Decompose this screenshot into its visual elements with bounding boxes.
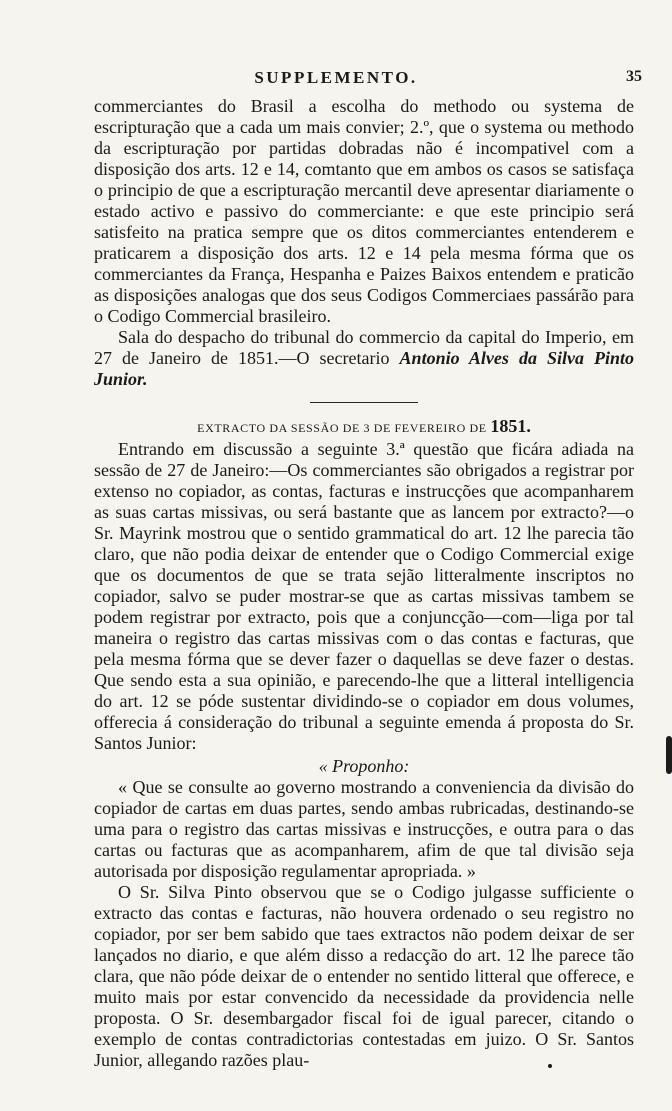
ink-speck [548, 1064, 552, 1068]
paragraph-proposal: « Que se consulte ao governo mostrando a conveniencia da divisão do copiador de cartas em duas partes, sendo ambas rubricadas, destinando-se uma para o registro das cartas missivas e instrucções, e outra para o das cartas ou facturas que as acompanharem, afim de que tal divisão seja autorisada por disposição regulamentar apropriada. » [94, 777, 634, 881]
running-title: SUPPLEMENTO. [254, 68, 418, 87]
section-title-text: EXTRACTO DA SESSÃO DE 3 DE FEVEREIRO DE [197, 421, 487, 435]
page-number: 35 [626, 68, 642, 85]
proponho-heading: « Proponho: [318, 756, 410, 776]
section-title-year: 1851. [490, 416, 531, 436]
paragraph-silva-pinto: O Sr. Silva Pinto observou que se o Codigo julgasse sufficiente o extracto das contas e facturas, não houvera ordenado o seu registro no copiador, por ser bem sabido que taes extractos não podem deixar de ser lançados no diario, e que além disso a redacção do art. 12 lhe parece tão clara, que não póde deixar de o entender no sentido litteral que offerece, e muito mais por estar convencido da necessidade da providencia nelle proposta. O Sr. desembargador fiscal foi de igual parecer, citando o exemplo de contas contradictorias contestadas em juizo. O Sr. Santos Junior, allegando razões plau- [94, 882, 634, 1070]
paragraph-dateline [94, 327, 634, 390]
section-title [94, 416, 634, 437]
paragraph-continuation: commerciantes do Brasil a escolha do methodo ou systema de escripturação que a cada um mais convier; 2.º, que o systema ou methodo da escripturação por partidas dobradas não é incompativel com a disposição dos arts. 12 e 14, comtanto que em ambos os casos se satisfaça o principio de que a escripturação mercantil deve apresentar diariamente o estado activo e passivo do commerciante: e que este principio será satisfeito na pratica sempre que os ditos commerciantes entenderem e praticarem a disposição dos arts. 12 e 14 pela mesma fórma que os commerciantes da França, Hespanha e Paizes Baixos entendem e praticão as disposições analogas que dos seus Codigos Commerciaes passárão para o Codigo Commercial brasileiro. [94, 96, 634, 326]
paragraph-discussion: Entrando em discussão a seguinte 3.ª questão que ficára adiada na sessão de 27 de Janeiro:—Os commerciantes são obrigados a registrar por extenso no copiador, as contas, facturas e instrucções que acompanharem as suas cartas missivas, ou será bastante que as lancem por extracto?—o Sr. Mayrink mostrou que o sentido grammatical do art. 12 lhe parecia tão claro, que não podia deixar de entender que o Codigo Commercial exige que os documentos de que se trata sejão litteralmente inscriptos no copiador, salvo se puder mostrar-se que as cartas missivas tambem se podem registrar por extracto, pois que a conjuncção—com—liga por tal maneira o registro das cartas missivas com o das contas e facturas, que pela mesma fórma que se dever fazer o daquellas se deve fazer o destas. Que sendo esta a sua opinião, e parecendo-lhe que a litteral intelligencia do art. 12 se póde sustentar dividindo-se o copiador em dous volumes, offerecia á consideração do tribunal a seguinte emenda á proposta do Sr. Santos Junior: [94, 439, 634, 753]
dateline-text: Sala do despacho do tribunal do commercio da capital do Imperio, em 27 de Janeiro de 1851.—O secretario [94, 327, 634, 368]
ink-mark-right [666, 736, 672, 774]
section-divider [310, 402, 418, 403]
secretary-signature: Antonio Alves da Silva Pinto Junior. [94, 348, 634, 389]
page-body [94, 96, 634, 1071]
page-header [0, 60, 672, 100]
